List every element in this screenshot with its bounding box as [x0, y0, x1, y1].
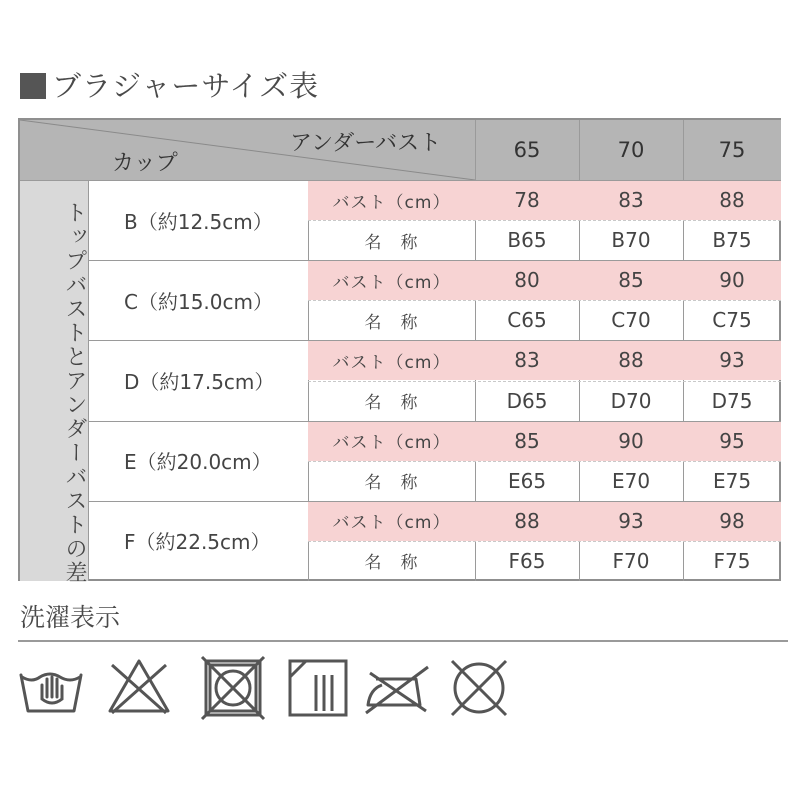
name-label: 名 称	[364, 473, 419, 494]
title-text: ブラジャーサイズ表	[52, 69, 320, 103]
row-divider	[88, 260, 781, 261]
size-name: B70	[611, 228, 651, 253]
no-iron-icon	[364, 655, 430, 721]
bust-value: 88	[475, 501, 579, 541]
bust-value: 93	[683, 340, 781, 380]
row-divider	[88, 421, 781, 422]
bust-value: 85	[579, 260, 683, 300]
row-dash-divider	[308, 381, 781, 382]
care-title: 洗濯表示	[20, 603, 121, 632]
size-name: E65	[507, 468, 547, 493]
cup-label: F（約22.5cm）	[124, 530, 271, 555]
size-name: C70	[611, 308, 651, 333]
size-header-75: 75	[683, 120, 781, 180]
size-table	[18, 118, 781, 585]
bust-value: 90	[579, 421, 683, 461]
bust-value: 78	[475, 180, 579, 220]
row-dash-divider	[308, 300, 781, 301]
size-name: D65	[506, 388, 548, 413]
size-name: E70	[611, 468, 651, 493]
bust-value: 90	[683, 260, 781, 300]
page-title	[20, 66, 319, 106]
cup-label: E（約20.0cm）	[124, 450, 272, 475]
no-bleach-icon	[106, 655, 172, 721]
bust-value: 88	[579, 340, 683, 380]
bust-label: バスト（cm）	[308, 501, 475, 541]
size-name: C65	[507, 308, 547, 333]
no-dry-clean-icon	[446, 655, 512, 721]
care-icons	[18, 655, 518, 721]
size-header-65: 65	[475, 120, 579, 180]
hand-wash-icon	[18, 655, 84, 721]
bust-value: 98	[683, 501, 781, 541]
cup-label: B（約12.5cm）	[124, 209, 273, 234]
name-label: 名 称	[364, 393, 419, 414]
header-under-bust: アンダーバスト	[290, 131, 442, 156]
row-dash-divider	[308, 220, 781, 221]
bust-label: バスト（cm）	[308, 340, 475, 380]
size-name: D75	[711, 388, 753, 413]
bust-value: 83	[579, 180, 683, 220]
section-divider	[18, 640, 788, 642]
row-dash-divider	[308, 461, 781, 462]
side-label: トップバストとアンダーバストの差	[20, 180, 88, 581]
cup-label: D（約17.5cm）	[124, 369, 275, 394]
row-dash-divider	[308, 541, 781, 542]
bust-value: 95	[683, 421, 781, 461]
bust-value: 80	[475, 260, 579, 300]
header-cup: カップ	[112, 151, 178, 176]
no-tumble-dry-icon	[200, 655, 266, 721]
bust-label: バスト（cm）	[308, 421, 475, 461]
bust-value: 93	[579, 501, 683, 541]
size-name: D70	[610, 388, 652, 413]
square-bullet-icon	[20, 73, 46, 99]
name-label: 名 称	[364, 553, 419, 574]
size-name: C75	[712, 308, 752, 333]
drip-dry-shade-icon	[286, 655, 352, 721]
corner-header	[20, 120, 475, 180]
cup-label: C（約15.0cm）	[124, 289, 273, 314]
name-label: 名 称	[364, 312, 419, 333]
row-divider	[20, 180, 781, 181]
bust-value: 88	[683, 180, 781, 220]
size-header-70: 70	[579, 120, 683, 180]
size-name: E75	[712, 468, 752, 493]
row-divider	[88, 501, 781, 502]
bust-value: 83	[475, 340, 579, 380]
size-name: F65	[508, 548, 546, 573]
size-name: F75	[713, 548, 751, 573]
size-name: F70	[612, 548, 650, 573]
bust-value: 85	[475, 421, 579, 461]
bust-label: バスト（cm）	[308, 260, 475, 300]
name-label: 名 称	[364, 232, 419, 253]
bust-label: バスト（cm）	[308, 180, 475, 220]
size-name: B75	[712, 228, 752, 253]
size-name: B65	[507, 228, 547, 253]
row-divider	[88, 340, 781, 341]
